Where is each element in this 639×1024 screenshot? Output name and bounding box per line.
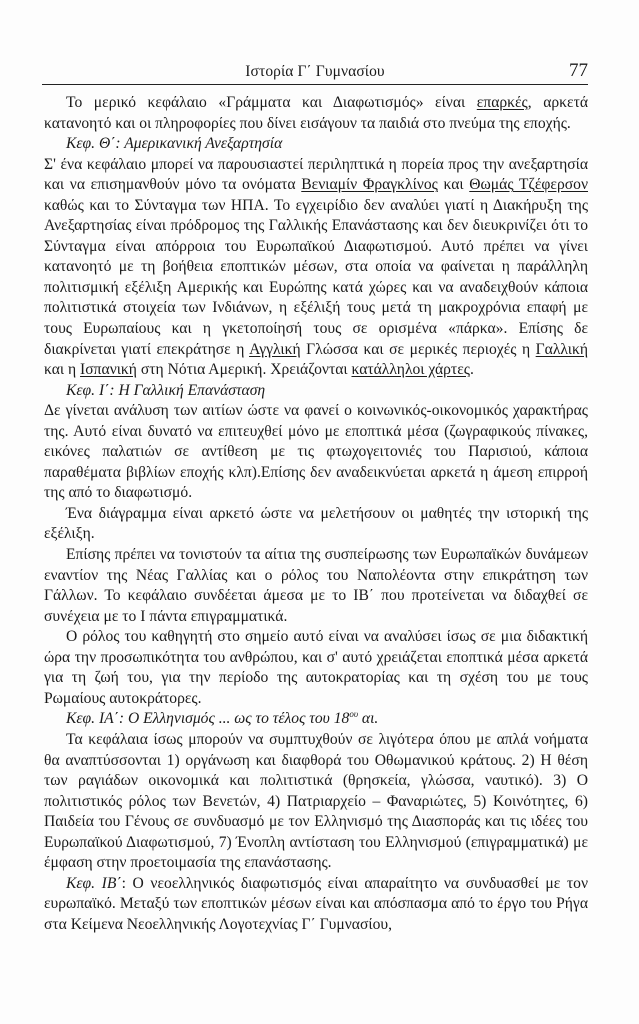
- page-number: 77: [569, 60, 588, 81]
- paragraph-american-independence: Σ' ένα κεφάλαιο μπορεί να παρουσιαστεί περιληπτικά η πορεία προς την ανεξαρτησία και να επισημανθούν μόνο τα ονόματα Βενιαμίν Φραγκλίνος και Θωμάς Τζέφερσον καθώς και το Σύνταγμα των ΗΠΑ. Το εγχειρίδιο δεν αναλύει γιατί η Διακήρυξη της Ανεξαρτησίας είναι πρόδρομος της Γαλλικής Επανάστασης και δεν διευκρινίζει ότι το Σύνταγμα είναι απόρροια του Ευρωπαϊκού Διαφωτισμού. Αυτό πρέπει να γίνει κατανοητό με τη βοήθεια εποπτικών μέσων, στα οποία να φαίνεται η παράλληλη πολιτισμική εξέλιξη Αμερικής και Ευρώπης κατά χώρες και να αναδειχθούν κάποια πολιτιστικά στοιχεία των Ινδιάνων, η εξέλιξή τους μετά τη μακροχρόνια επαφή με τους Ευρωπαίους και η γκετοποίησή τους σε ορισμένα «πάρκα». Επίσης δε διακρίνεται γιατί επεκράτησε η Αγγλική Γλώσσα και σε μερικές περιοχές η Γαλλική και η Ισπανική στη Νότια Αμερική. Χρειάζονται κατάλληλοι χάρτες.: [44, 155, 589, 379]
- underlined-term: Αγγλική: [249, 340, 301, 358]
- paragraph-french-revolution: Δε γίνεται ανάλυση των αιτίων ώστε να φανεί ο κοινωνικός-οικονομικός χαρακτήρας της. Αυτό είναι δυνατό να επιτευχθεί μόνο με εποπτικά μέσα (ζωγραφικούς πίνακες, εικόνες παλατιών σε αντίθεση με τις φτωχογειτονιές του Παρισιού, κάποια παραθέματα βιβλίων εποχής κλπ).Επίσης δεν αναδεικνύεται αρκετά η άμεση επιρροή της από το διαφωτισμό.: [44, 402, 588, 502]
- paragraph-napoleon-context: Επίσης πρέπει να τονιστούν τα αίτια της συσπείρωσης των Ευρωπαϊκών δυνάμεων εναντίον της Νέας Γαλλίας και ο ρόλος του Ναπολέοντα στην επικράτηση των Γάλλων. Το κεφάλαιο συνδέεται άμεσα με το ΙΒ΄ που προτείνεται να διδαχθεί σε συνέχεια με το Ι πάντα επιγραμματικά.: [44, 546, 588, 625]
- underlined-term: Θωμάς Τζέφερσον: [469, 176, 589, 194]
- paragraph-teacher-role: Ο ρόλος του καθηγητή στο σημείο αυτό είναι να αναλύσει ίσως σε μια διδακτική ώρα την προσωπικότητα του ανθρώπου, και σ' αυτό χρειάζεται εποπτικά μέσα αρκετά για τη ζωή του, για την περίοδο της αυτοκρατορίας και τη σχέση του με τους Ρωμαίους αυτοκράτορες.: [44, 628, 588, 707]
- underlined-term: επαρκές: [476, 94, 528, 111]
- page-body: [44, 93, 588, 935]
- section-heading-ia: Κεφ. ΙΑ΄: Ο Ελληνισμός ... ως το τέλος του $18^{o\upsilon}$ αι.: [66, 709, 379, 728]
- underlined-term: Γαλλική: [535, 340, 588, 358]
- section-heading-iota: Κεφ. Ι΄: Η Γαλλική Επανάσταση: [66, 381, 266, 399]
- underlined-term: κατάλληλοι χάρτες: [351, 361, 470, 379]
- paragraph-grammata: Το μερικό κεφάλαιο «Γράμματα και Διαφωτισμός» είναι επαρκές, αρκετά κατανοητό και οι πληροφορίες που δίνει εισάγουν τα παιδιά στο πνεύμα της εποχής.: [44, 94, 588, 132]
- paragraph-hellenism: Τα κεφάλαια ίσως μπορούν να συμπτυχθούν σε λιγότερα όπου με απλά νοήματα θα αναπτύσσονται 1) οργάνωση και διαφθορά του Οθωμανικού κράτους. 2) Η θέση των ραγιάδων οικονομικά και πολιτιστικά (θρησκεία, γλώσσα, ναυτικό). 3) Ο πολιτιστικός ρόλος των Βενετών, 4) Πατριαρχείο – Φαναριώτες, 5) Κοινότητες, 6) Παιδεία του Γένους σε συνδυασμό με τον Ελληνισμό της Διασποράς και τις ιδέες του Ευρωπαϊκού Διαφωτισμού, 7) Ένοπλη αντίσταση του Ελληνισμού (επιγραμματικά) με έμφαση στην προετοιμασία της επανάστασης.: [44, 730, 588, 872]
- paragraph-diagram: Ένα διάγραμμα είναι αρκετό ώστε να μελετήσουν οι μαθητές την ιστορική της εξέλιξη.: [44, 504, 588, 543]
- section-heading-theta: Κεφ. Θ΄: Αμερικανική Ανεξαρτησία: [66, 135, 283, 153]
- underlined-term: Ισπανική: [80, 361, 137, 379]
- section-label-ib: Κεφ. ΙΒ΄: [66, 874, 122, 892]
- underlined-term: Βενιαμίν Φραγκλίνος: [301, 176, 438, 194]
- header-title: Ιστορία Γ΄ Γυμνασίου: [245, 63, 385, 80]
- paragraph-neohellenic-enlightenment: Κεφ. ΙΒ΄: Ο νεοελληνικός διαφωτισμός είναι απαραίτητο να συνδυασθεί με τον ευρωπαϊκό. Μεταξύ των εποπτικών μέσων είναι και απόσπασμα από το έργο του Ρήγα στα Κείμενα Νεοελληνικής Λογοτεχνίας Γ΄ Γυμνασίου,: [44, 874, 588, 933]
- running-header: [42, 60, 588, 85]
